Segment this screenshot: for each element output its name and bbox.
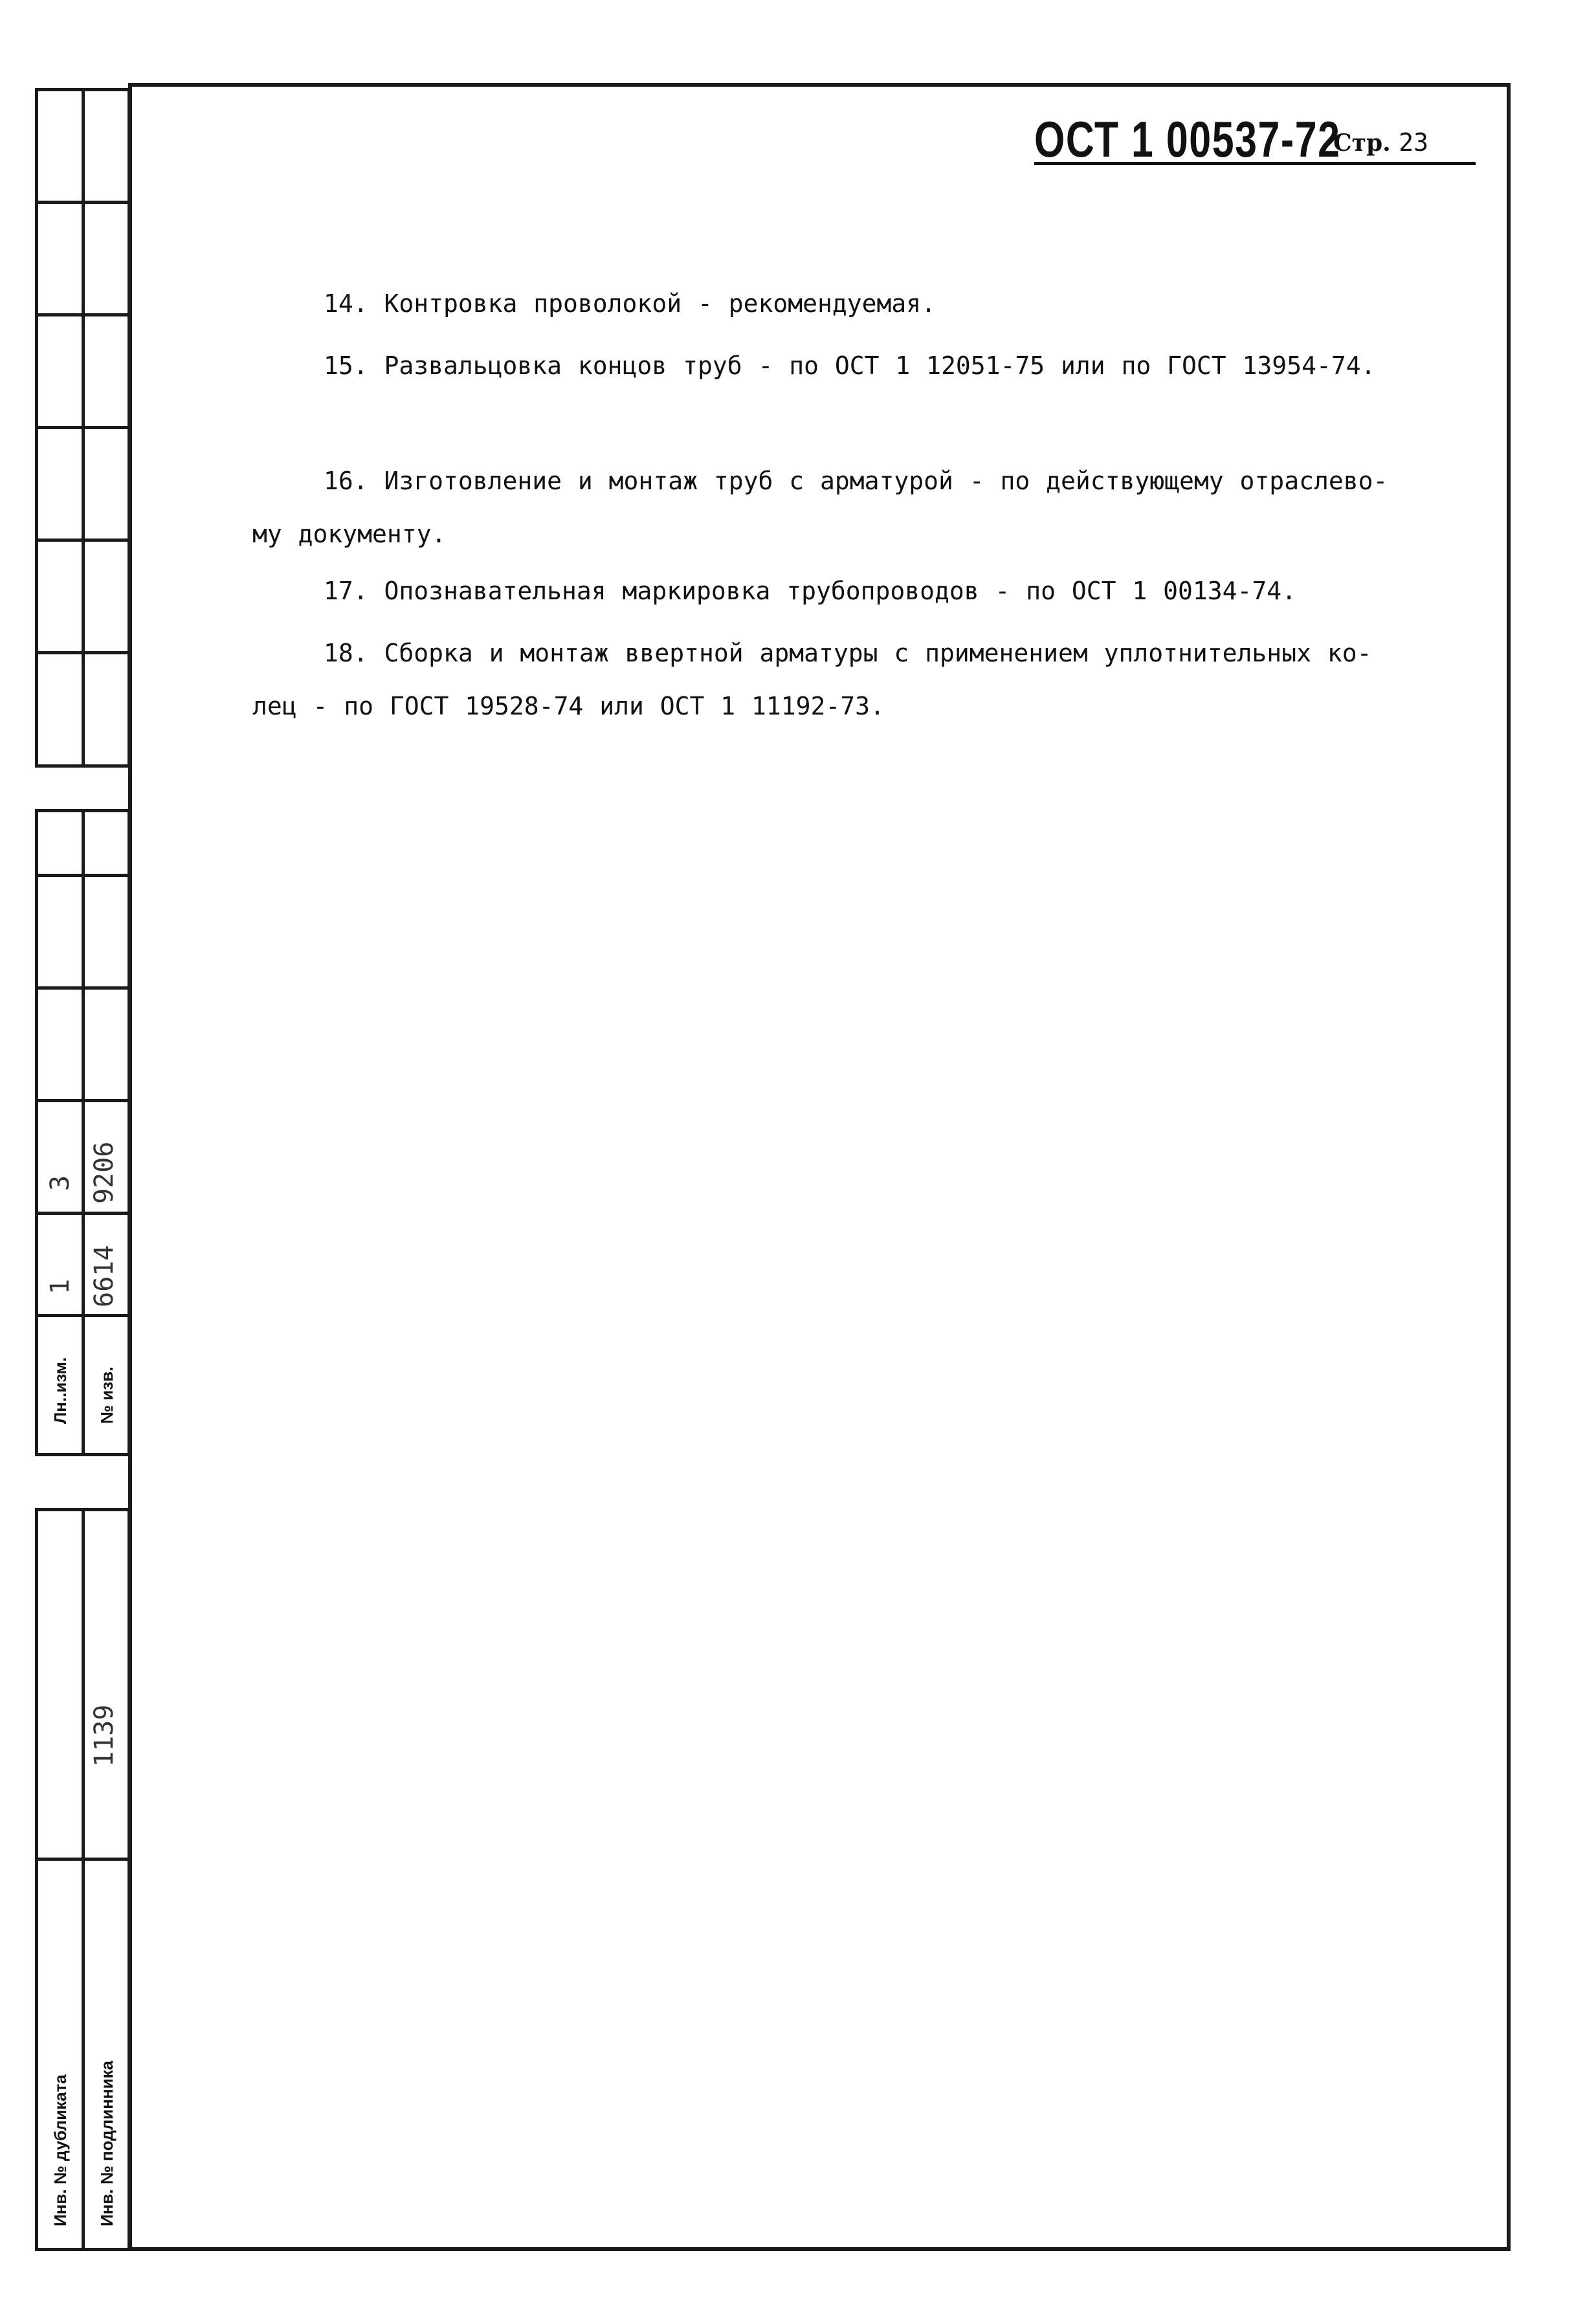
duplicate-inventory-label: Инв. № дубликата — [50, 2074, 70, 2226]
page-number: 23 — [1399, 128, 1428, 157]
header-underline — [1034, 162, 1476, 165]
margin-strip-rule — [35, 1099, 131, 1102]
paragraph-14: 14. Контровка проволокой - рекомендуемая. — [324, 289, 936, 318]
notice-number-6614: 6614 — [89, 1245, 119, 1307]
change-sheet-label: Лн..изм. — [50, 1357, 70, 1424]
paragraph-18: 18. Сборка и монтаж ввертной арматуры с применением уплотнительных ко-лец - по ГОСТ 19528-74 или ОСТ 1 11192-73. — [252, 639, 1372, 720]
page-indicator — [1333, 128, 1428, 157]
page-label: Стр. — [1333, 129, 1391, 157]
margin-strip-rule — [35, 874, 131, 877]
margin-strip-rule — [35, 201, 131, 204]
paragraph-17: 17. Опознавательная маркировка трубопроводов - по ОСТ 1 00134-74. — [324, 577, 1297, 605]
original-inventory-number: 1139 — [89, 1704, 119, 1767]
page-frame — [128, 83, 1511, 2251]
change-number-1: 1 — [45, 1278, 75, 1294]
margin-strip-divider — [82, 809, 85, 1456]
margin-strip-rule — [35, 1212, 131, 1215]
margin-strip-rule — [35, 1314, 131, 1317]
notice-label: № изв. — [97, 1366, 116, 1424]
margin-strip-divider — [82, 1508, 85, 2251]
original-inventory-label: Инв. № подлинника — [97, 2060, 116, 2226]
notice-number-9206: 9206 — [89, 1141, 119, 1204]
margin-strip-rule — [35, 1858, 131, 1861]
margin-strip-rule — [35, 426, 131, 429]
document-code: ОСТ 1 00537-72 — [1034, 111, 1341, 168]
margin-strip-rule — [35, 313, 131, 316]
change-number-3: 3 — [45, 1175, 75, 1191]
margin-strip-rule — [35, 651, 131, 654]
margin-strip-rule — [35, 538, 131, 542]
paragraph-16: 16. Изготовление и монтаж труб с арматурой - по действующему отраслево-му документу. — [252, 467, 1388, 548]
paragraph-15: 15. Развальцовка концов труб - по ОСТ 1 12051-75 или по ГОСТ 13954-74. — [324, 351, 1376, 380]
margin-strip-rule — [35, 986, 131, 990]
